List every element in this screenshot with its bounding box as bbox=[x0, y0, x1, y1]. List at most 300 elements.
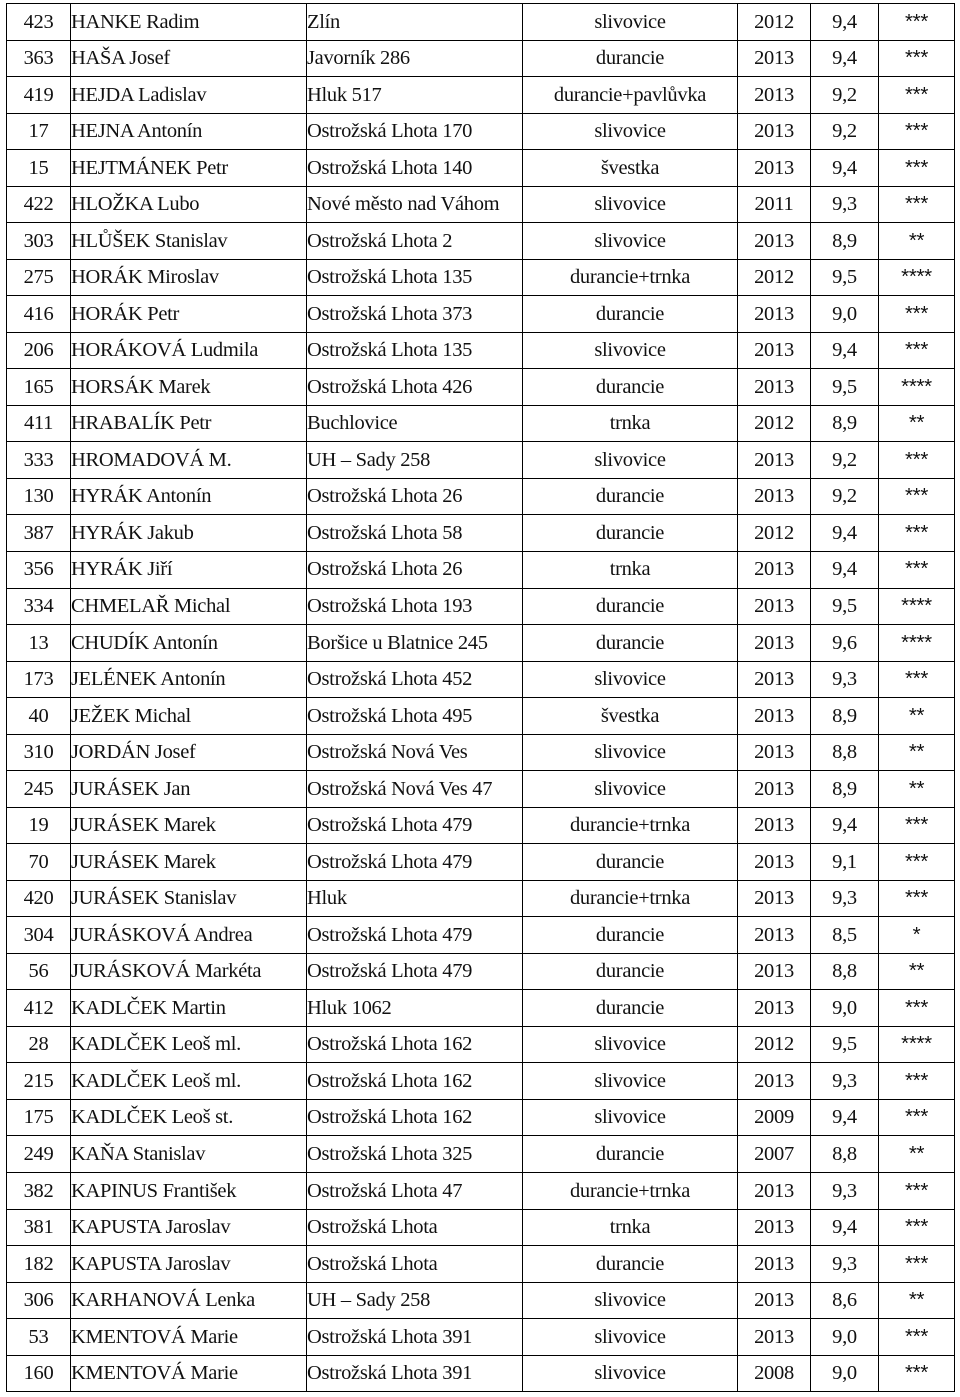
star-rating: *** bbox=[879, 661, 955, 698]
producer-address: Nové město nad Váhom bbox=[307, 186, 523, 223]
producer-address: Ostrožská Lhota 373 bbox=[307, 296, 523, 333]
producer-address: Ostrožská Lhota 391 bbox=[307, 1355, 523, 1392]
vintage-year: 2013 bbox=[738, 1246, 811, 1283]
vintage-year: 2013 bbox=[738, 625, 811, 662]
spirit-type: slivovice bbox=[523, 1355, 738, 1392]
producer-name: HYRÁK Antonín bbox=[71, 478, 307, 515]
star-rating: ** bbox=[879, 1282, 955, 1319]
table-row bbox=[7, 1282, 955, 1319]
vintage-year: 2007 bbox=[738, 1136, 811, 1173]
entry-number: 53 bbox=[7, 1319, 71, 1356]
producer-name: JURÁSKOVÁ Andrea bbox=[71, 917, 307, 954]
producer-address: Hluk 517 bbox=[307, 77, 523, 114]
table-row bbox=[7, 807, 955, 844]
producer-name: HORSÁK Marek bbox=[71, 369, 307, 406]
producer-name: KAPUSTA Jaroslav bbox=[71, 1209, 307, 1246]
score: 9,4 bbox=[811, 515, 879, 552]
vintage-year: 2013 bbox=[738, 113, 811, 150]
spirit-type: trnka bbox=[523, 1209, 738, 1246]
table-row bbox=[7, 405, 955, 442]
spirit-type: durancie+pavlůvka bbox=[523, 77, 738, 114]
table-row bbox=[7, 1173, 955, 1210]
table-row bbox=[7, 953, 955, 990]
star-rating: * bbox=[879, 917, 955, 954]
table-row bbox=[7, 1026, 955, 1063]
entry-number: 19 bbox=[7, 807, 71, 844]
producer-name: HAŠA Josef bbox=[71, 40, 307, 77]
vintage-year: 2013 bbox=[738, 332, 811, 369]
star-rating: *** bbox=[879, 1355, 955, 1392]
producer-address: Ostrožská Lhota 479 bbox=[307, 807, 523, 844]
score: 8,9 bbox=[811, 698, 879, 735]
vintage-year: 2013 bbox=[738, 953, 811, 990]
vintage-year: 2013 bbox=[738, 588, 811, 625]
star-rating: ** bbox=[879, 734, 955, 771]
producer-address: Ostrožská Lhota 26 bbox=[307, 478, 523, 515]
star-rating: *** bbox=[879, 515, 955, 552]
vintage-year: 2013 bbox=[738, 1173, 811, 1210]
table-row bbox=[7, 1246, 955, 1283]
entry-number: 363 bbox=[7, 40, 71, 77]
entry-number: 334 bbox=[7, 588, 71, 625]
spirit-type: slivovice bbox=[523, 1063, 738, 1100]
score: 9,5 bbox=[811, 588, 879, 625]
producer-address: Ostrožská Lhota 162 bbox=[307, 1099, 523, 1136]
producer-name: JURÁSEK Stanislav bbox=[71, 880, 307, 917]
score: 8,5 bbox=[811, 917, 879, 954]
spirit-type: durancie+trnka bbox=[523, 1173, 738, 1210]
entry-number: 165 bbox=[7, 369, 71, 406]
producer-name: KAPUSTA Jaroslav bbox=[71, 1246, 307, 1283]
producer-address: Ostrožská Nová Ves bbox=[307, 734, 523, 771]
spirit-type: švestka bbox=[523, 150, 738, 187]
star-rating: *** bbox=[879, 1209, 955, 1246]
producer-name: HEJNA Antonín bbox=[71, 113, 307, 150]
score: 9,4 bbox=[811, 4, 879, 41]
vintage-year: 2012 bbox=[738, 259, 811, 296]
producer-address: Hluk 1062 bbox=[307, 990, 523, 1027]
table-row bbox=[7, 1063, 955, 1100]
score: 9,4 bbox=[811, 551, 879, 588]
producer-name: JELÉNEK Antonín bbox=[71, 661, 307, 698]
score: 9,3 bbox=[811, 1246, 879, 1283]
producer-address: Ostrožská Lhota 391 bbox=[307, 1319, 523, 1356]
table-row bbox=[7, 1136, 955, 1173]
table-row bbox=[7, 259, 955, 296]
vintage-year: 2013 bbox=[738, 698, 811, 735]
spirit-type: trnka bbox=[523, 405, 738, 442]
vintage-year: 2013 bbox=[738, 77, 811, 114]
entry-number: 422 bbox=[7, 186, 71, 223]
star-rating: *** bbox=[879, 113, 955, 150]
spirit-type: trnka bbox=[523, 551, 738, 588]
producer-name: HLŮŠEK Stanislav bbox=[71, 223, 307, 260]
star-rating: *** bbox=[879, 77, 955, 114]
table-row bbox=[7, 515, 955, 552]
score: 8,9 bbox=[811, 405, 879, 442]
entry-number: 175 bbox=[7, 1099, 71, 1136]
star-rating: *** bbox=[879, 40, 955, 77]
entry-number: 130 bbox=[7, 478, 71, 515]
spirit-type: slivovice bbox=[523, 1099, 738, 1136]
vintage-year: 2013 bbox=[738, 478, 811, 515]
entry-number: 303 bbox=[7, 223, 71, 260]
producer-address: Ostrožská Lhota 193 bbox=[307, 588, 523, 625]
star-rating: *** bbox=[879, 296, 955, 333]
producer-name: HYRÁK Jakub bbox=[71, 515, 307, 552]
spirit-type: slivovice bbox=[523, 4, 738, 41]
score: 9,4 bbox=[811, 1209, 879, 1246]
star-rating: *** bbox=[879, 186, 955, 223]
results-table bbox=[6, 3, 955, 1392]
producer-address: Ostrožská Lhota bbox=[307, 1209, 523, 1246]
vintage-year: 2013 bbox=[738, 1319, 811, 1356]
producer-name: KAŇA Stanislav bbox=[71, 1136, 307, 1173]
spirit-type: slivovice bbox=[523, 332, 738, 369]
star-rating: ** bbox=[879, 405, 955, 442]
entry-number: 382 bbox=[7, 1173, 71, 1210]
spirit-type: slivovice bbox=[523, 186, 738, 223]
score: 8,6 bbox=[811, 1282, 879, 1319]
score: 9,4 bbox=[811, 1099, 879, 1136]
table-row bbox=[7, 844, 955, 881]
producer-address: Boršice u Blatnice 245 bbox=[307, 625, 523, 662]
spirit-type: durancie+trnka bbox=[523, 259, 738, 296]
vintage-year: 2012 bbox=[738, 4, 811, 41]
vintage-year: 2013 bbox=[738, 296, 811, 333]
entry-number: 206 bbox=[7, 332, 71, 369]
score: 9,2 bbox=[811, 113, 879, 150]
entry-number: 70 bbox=[7, 844, 71, 881]
producer-name: JORDÁN Josef bbox=[71, 734, 307, 771]
score: 9,4 bbox=[811, 150, 879, 187]
producer-name: HROMADOVÁ M. bbox=[71, 442, 307, 479]
spirit-type: durancie bbox=[523, 588, 738, 625]
table-row bbox=[7, 990, 955, 1027]
table-row bbox=[7, 588, 955, 625]
producer-name: KADLČEK Leoš st. bbox=[71, 1099, 307, 1136]
score: 9,0 bbox=[811, 296, 879, 333]
producer-name: KMENTOVÁ Marie bbox=[71, 1319, 307, 1356]
spirit-type: durancie bbox=[523, 953, 738, 990]
entry-number: 173 bbox=[7, 661, 71, 698]
star-rating: *** bbox=[879, 150, 955, 187]
table-row bbox=[7, 880, 955, 917]
spirit-type: švestka bbox=[523, 698, 738, 735]
producer-name: KARHANOVÁ Lenka bbox=[71, 1282, 307, 1319]
score: 8,8 bbox=[811, 1136, 879, 1173]
score: 9,6 bbox=[811, 625, 879, 662]
star-rating: *** bbox=[879, 478, 955, 515]
vintage-year: 2013 bbox=[738, 661, 811, 698]
producer-name: HLOŽKA Lubo bbox=[71, 186, 307, 223]
table-row bbox=[7, 734, 955, 771]
results-sheet bbox=[6, 3, 954, 1393]
star-rating: *** bbox=[879, 4, 955, 41]
producer-address: Ostrožská Lhota 325 bbox=[307, 1136, 523, 1173]
vintage-year: 2013 bbox=[738, 734, 811, 771]
entry-number: 28 bbox=[7, 1026, 71, 1063]
entry-number: 306 bbox=[7, 1282, 71, 1319]
entry-number: 333 bbox=[7, 442, 71, 479]
spirit-type: durancie bbox=[523, 625, 738, 662]
table-row bbox=[7, 771, 955, 808]
spirit-type: slivovice bbox=[523, 1282, 738, 1319]
score: 9,4 bbox=[811, 807, 879, 844]
spirit-type: durancie bbox=[523, 1246, 738, 1283]
spirit-type: durancie bbox=[523, 369, 738, 406]
producer-address: Ostrožská Lhota 452 bbox=[307, 661, 523, 698]
entry-number: 412 bbox=[7, 990, 71, 1027]
spirit-type: durancie bbox=[523, 990, 738, 1027]
producer-address: Javorník 286 bbox=[307, 40, 523, 77]
producer-name: KADLČEK Leoš ml. bbox=[71, 1026, 307, 1063]
score: 9,3 bbox=[811, 661, 879, 698]
producer-name: KAPINUS František bbox=[71, 1173, 307, 1210]
vintage-year: 2013 bbox=[738, 807, 811, 844]
score: 9,0 bbox=[811, 1355, 879, 1392]
star-rating: *** bbox=[879, 442, 955, 479]
table-row bbox=[7, 478, 955, 515]
producer-address: Ostrožská Lhota 170 bbox=[307, 113, 523, 150]
star-rating: *** bbox=[879, 990, 955, 1027]
score: 9,4 bbox=[811, 332, 879, 369]
producer-name: KADLČEK Leoš ml. bbox=[71, 1063, 307, 1100]
vintage-year: 2011 bbox=[738, 186, 811, 223]
table-row bbox=[7, 369, 955, 406]
producer-address: Ostrožská Lhota 26 bbox=[307, 551, 523, 588]
entry-number: 249 bbox=[7, 1136, 71, 1173]
entry-number: 40 bbox=[7, 698, 71, 735]
spirit-type: slivovice bbox=[523, 661, 738, 698]
producer-name: HEJTMÁNEK Petr bbox=[71, 150, 307, 187]
table-row bbox=[7, 625, 955, 662]
star-rating: **** bbox=[879, 625, 955, 662]
producer-address: Ostrožská Lhota 479 bbox=[307, 953, 523, 990]
vintage-year: 2008 bbox=[738, 1355, 811, 1392]
vintage-year: 2012 bbox=[738, 1026, 811, 1063]
table-row bbox=[7, 332, 955, 369]
spirit-type: durancie bbox=[523, 296, 738, 333]
table-row bbox=[7, 186, 955, 223]
score: 9,4 bbox=[811, 40, 879, 77]
table-row bbox=[7, 917, 955, 954]
table-row bbox=[7, 4, 955, 41]
entry-number: 423 bbox=[7, 4, 71, 41]
star-rating: *** bbox=[879, 807, 955, 844]
entry-number: 17 bbox=[7, 113, 71, 150]
spirit-type: slivovice bbox=[523, 734, 738, 771]
vintage-year: 2013 bbox=[738, 1063, 811, 1100]
score: 9,3 bbox=[811, 186, 879, 223]
star-rating: *** bbox=[879, 844, 955, 881]
producer-address: Ostrožská Lhota 162 bbox=[307, 1063, 523, 1100]
producer-address: Ostrožská Lhota 479 bbox=[307, 917, 523, 954]
score: 9,3 bbox=[811, 1173, 879, 1210]
score: 9,5 bbox=[811, 1026, 879, 1063]
producer-name: HORÁK Miroslav bbox=[71, 259, 307, 296]
entry-number: 356 bbox=[7, 551, 71, 588]
results-table-body bbox=[7, 4, 955, 1392]
star-rating: *** bbox=[879, 1173, 955, 1210]
producer-name: JURÁSEK Marek bbox=[71, 807, 307, 844]
table-row bbox=[7, 1355, 955, 1392]
star-rating: *** bbox=[879, 1099, 955, 1136]
score: 9,0 bbox=[811, 990, 879, 1027]
vintage-year: 2013 bbox=[738, 551, 811, 588]
table-row bbox=[7, 698, 955, 735]
producer-name: KADLČEK Martin bbox=[71, 990, 307, 1027]
spirit-type: durancie+trnka bbox=[523, 807, 738, 844]
star-rating: ** bbox=[879, 1136, 955, 1173]
score: 9,2 bbox=[811, 77, 879, 114]
producer-name: CHMELAŘ Michal bbox=[71, 588, 307, 625]
producer-name: HANKE Radim bbox=[71, 4, 307, 41]
entry-number: 387 bbox=[7, 515, 71, 552]
table-row bbox=[7, 1099, 955, 1136]
score: 8,9 bbox=[811, 771, 879, 808]
spirit-type: slivovice bbox=[523, 223, 738, 260]
entry-number: 182 bbox=[7, 1246, 71, 1283]
entry-number: 215 bbox=[7, 1063, 71, 1100]
producer-address: Ostrožská Lhota 140 bbox=[307, 150, 523, 187]
star-rating: ** bbox=[879, 698, 955, 735]
table-row bbox=[7, 551, 955, 588]
entry-number: 304 bbox=[7, 917, 71, 954]
star-rating: **** bbox=[879, 369, 955, 406]
spirit-type: slivovice bbox=[523, 1026, 738, 1063]
producer-address: Ostrožská Lhota 135 bbox=[307, 259, 523, 296]
entry-number: 56 bbox=[7, 953, 71, 990]
spirit-type: durancie bbox=[523, 515, 738, 552]
producer-address: UH – Sady 258 bbox=[307, 442, 523, 479]
table-row bbox=[7, 296, 955, 333]
star-rating: *** bbox=[879, 1063, 955, 1100]
producer-name: HRABALÍK Petr bbox=[71, 405, 307, 442]
score: 9,2 bbox=[811, 442, 879, 479]
entry-number: 420 bbox=[7, 880, 71, 917]
vintage-year: 2013 bbox=[738, 150, 811, 187]
producer-address: Hluk bbox=[307, 880, 523, 917]
entry-number: 381 bbox=[7, 1209, 71, 1246]
table-row bbox=[7, 1319, 955, 1356]
vintage-year: 2012 bbox=[738, 515, 811, 552]
score: 9,0 bbox=[811, 1319, 879, 1356]
producer-address: Ostrožská Lhota 58 bbox=[307, 515, 523, 552]
producer-name: JURÁSKOVÁ Markéta bbox=[71, 953, 307, 990]
score: 8,9 bbox=[811, 223, 879, 260]
score: 9,1 bbox=[811, 844, 879, 881]
producer-address: Ostrožská Lhota 135 bbox=[307, 332, 523, 369]
producer-name: HORÁKOVÁ Ludmila bbox=[71, 332, 307, 369]
score: 8,8 bbox=[811, 734, 879, 771]
score: 9,2 bbox=[811, 478, 879, 515]
table-row bbox=[7, 77, 955, 114]
producer-address: Ostrožská Lhota 47 bbox=[307, 1173, 523, 1210]
entry-number: 416 bbox=[7, 296, 71, 333]
producer-address: Ostrožská Lhota bbox=[307, 1246, 523, 1283]
spirit-type: durancie bbox=[523, 40, 738, 77]
spirit-type: durancie+trnka bbox=[523, 880, 738, 917]
producer-address: Ostrožská Nová Ves 47 bbox=[307, 771, 523, 808]
vintage-year: 2013 bbox=[738, 844, 811, 881]
entry-number: 245 bbox=[7, 771, 71, 808]
star-rating: ** bbox=[879, 223, 955, 260]
producer-address: Ostrožská Lhota 479 bbox=[307, 844, 523, 881]
producer-name: CHUDÍK Antonín bbox=[71, 625, 307, 662]
star-rating: **** bbox=[879, 588, 955, 625]
score: 9,3 bbox=[811, 880, 879, 917]
table-row bbox=[7, 150, 955, 187]
vintage-year: 2013 bbox=[738, 223, 811, 260]
entry-number: 310 bbox=[7, 734, 71, 771]
spirit-type: durancie bbox=[523, 844, 738, 881]
producer-name: HYRÁK Jiří bbox=[71, 551, 307, 588]
score: 9,3 bbox=[811, 1063, 879, 1100]
star-rating: *** bbox=[879, 880, 955, 917]
producer-name: JURÁSEK Jan bbox=[71, 771, 307, 808]
entry-number: 13 bbox=[7, 625, 71, 662]
star-rating: ** bbox=[879, 771, 955, 808]
producer-address: Ostrožská Lhota 495 bbox=[307, 698, 523, 735]
star-rating: **** bbox=[879, 259, 955, 296]
spirit-type: durancie bbox=[523, 1136, 738, 1173]
producer-name: JURÁSEK Marek bbox=[71, 844, 307, 881]
table-row bbox=[7, 113, 955, 150]
vintage-year: 2013 bbox=[738, 880, 811, 917]
producer-name: HEJDA Ladislav bbox=[71, 77, 307, 114]
score: 8,8 bbox=[811, 953, 879, 990]
vintage-year: 2013 bbox=[738, 1209, 811, 1246]
score: 9,5 bbox=[811, 369, 879, 406]
vintage-year: 2013 bbox=[738, 40, 811, 77]
table-row bbox=[7, 661, 955, 698]
star-rating: *** bbox=[879, 1246, 955, 1283]
vintage-year: 2009 bbox=[738, 1099, 811, 1136]
vintage-year: 2013 bbox=[738, 990, 811, 1027]
producer-address: Ostrožská Lhota 2 bbox=[307, 223, 523, 260]
producer-address: UH – Sady 258 bbox=[307, 1282, 523, 1319]
spirit-type: slivovice bbox=[523, 1319, 738, 1356]
table-row bbox=[7, 442, 955, 479]
producer-name: JEŽEK Michal bbox=[71, 698, 307, 735]
star-rating: ** bbox=[879, 953, 955, 990]
table-row bbox=[7, 1209, 955, 1246]
producer-address: Ostrožská Lhota 426 bbox=[307, 369, 523, 406]
star-rating: *** bbox=[879, 1319, 955, 1356]
entry-number: 160 bbox=[7, 1355, 71, 1392]
table-row bbox=[7, 40, 955, 77]
entry-number: 411 bbox=[7, 405, 71, 442]
producer-address: Ostrožská Lhota 162 bbox=[307, 1026, 523, 1063]
spirit-type: slivovice bbox=[523, 113, 738, 150]
vintage-year: 2013 bbox=[738, 442, 811, 479]
spirit-type: durancie bbox=[523, 478, 738, 515]
producer-address: Buchlovice bbox=[307, 405, 523, 442]
star-rating: **** bbox=[879, 1026, 955, 1063]
spirit-type: slivovice bbox=[523, 771, 738, 808]
vintage-year: 2013 bbox=[738, 369, 811, 406]
producer-address: Zlín bbox=[307, 4, 523, 41]
producer-name: KMENTOVÁ Marie bbox=[71, 1355, 307, 1392]
spirit-type: durancie bbox=[523, 917, 738, 954]
vintage-year: 2013 bbox=[738, 1282, 811, 1319]
table-row bbox=[7, 223, 955, 260]
score: 9,5 bbox=[811, 259, 879, 296]
entry-number: 15 bbox=[7, 150, 71, 187]
star-rating: *** bbox=[879, 551, 955, 588]
producer-name: HORÁK Petr bbox=[71, 296, 307, 333]
